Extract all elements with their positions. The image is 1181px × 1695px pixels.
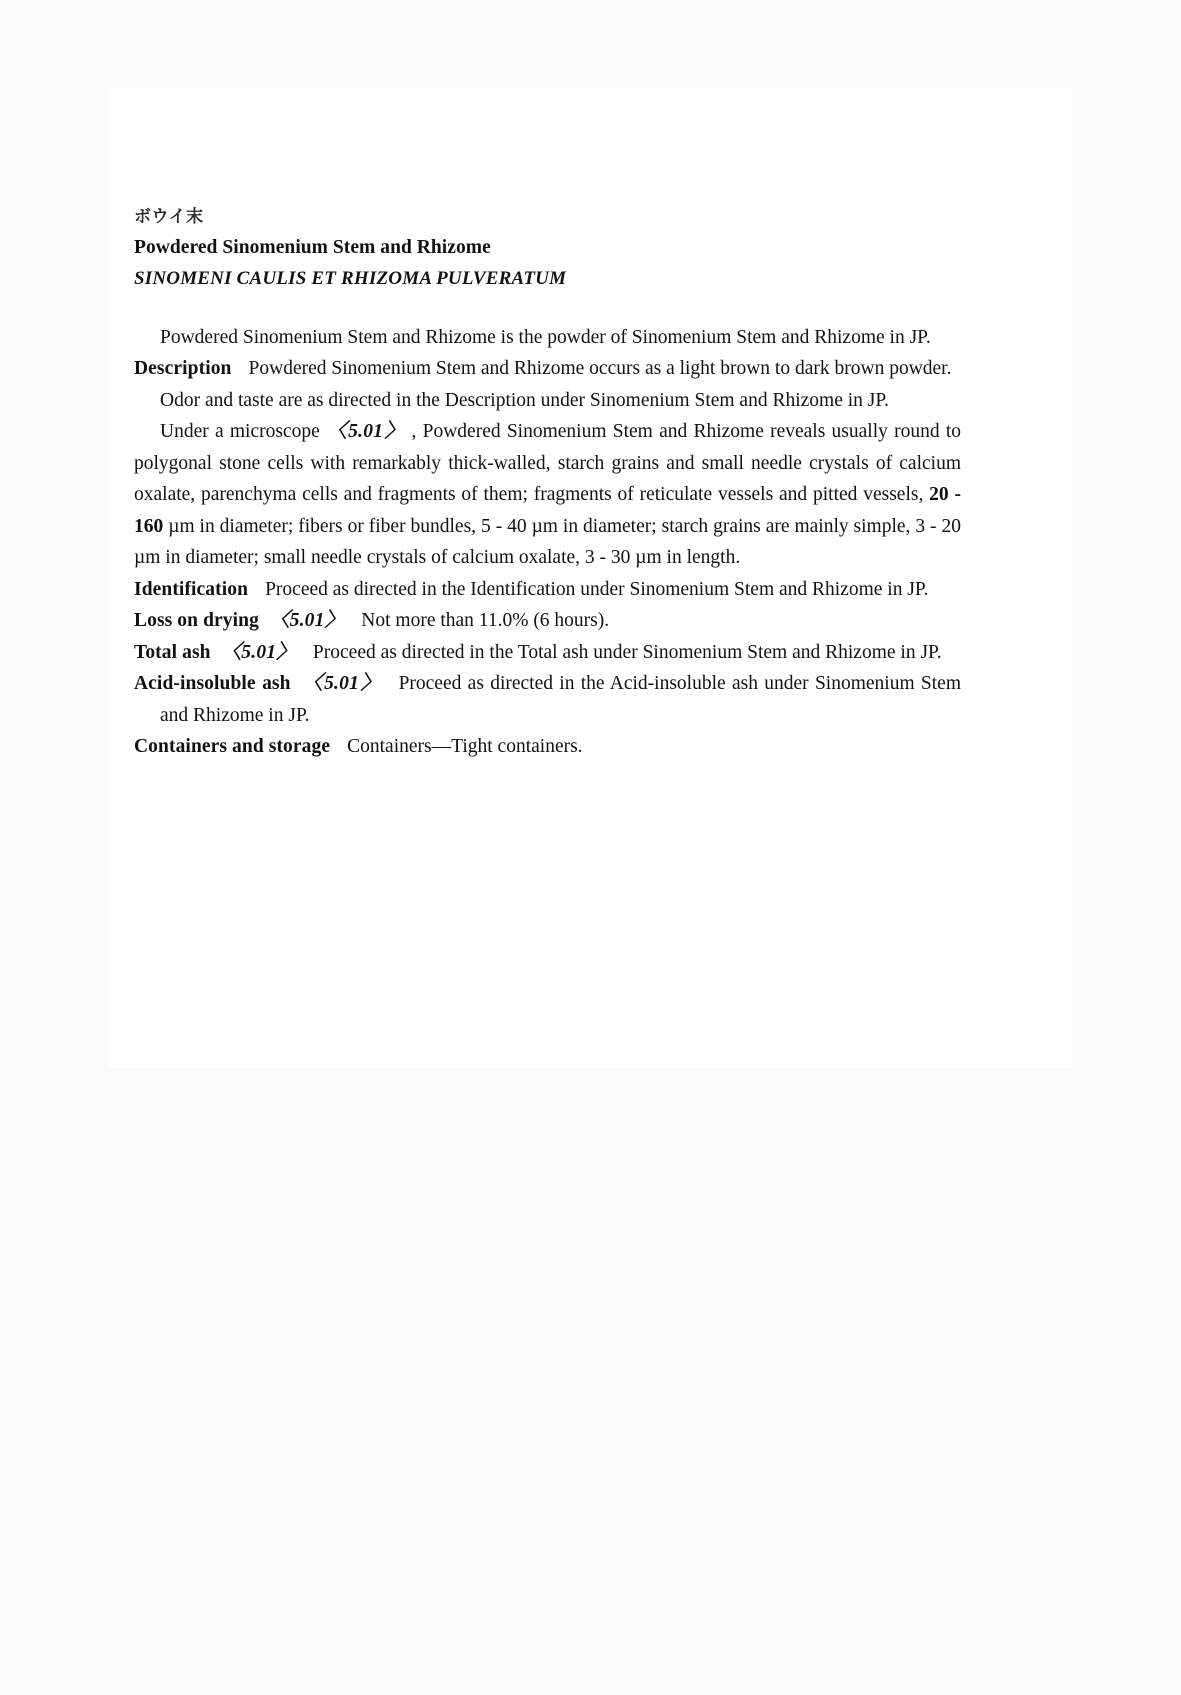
loss-on-drying-term: Loss on drying (134, 610, 259, 632)
description-term: Description (134, 358, 232, 380)
title-body-spacer (134, 292, 961, 322)
total-ash-body: Proceed as directed in the Total ash under Sinomenium Stem and Rhizome in JP. (312, 641, 942, 663)
containers-and-storage-term: Containers and storage (134, 736, 331, 758)
section-loss-on-drying (134, 605, 961, 637)
acid-insoluble-ash-reference: 〈5.01〉 (301, 673, 382, 695)
latin-title: SINOMENI CAULIS ET RHIZOMA PULVERATUM (134, 268, 567, 290)
total-ash-term: Total ash (134, 641, 211, 663)
english-title: Powdered Sinomenium Stem and Rhizome (134, 236, 491, 258)
total-ash-reference: 〈5.01〉 (221, 641, 296, 663)
japanese-title: ボウイ末 (134, 207, 204, 227)
loss-on-drying-body: Not more than 11.0% (6 hours). (361, 610, 610, 632)
section-acid-insoluble-ash (134, 668, 961, 731)
monograph-content (134, 206, 961, 763)
section-containers-and-storage (134, 731, 961, 763)
section-description (134, 353, 961, 385)
identification-term: Identification (134, 578, 249, 600)
identification-body: Proceed as directed in the Identification under Sinomenium Stem and Rhizome in JP. (265, 578, 929, 600)
acid-insoluble-ash-body: Proceed as directed in the Acid-insoluble ash under Sinomenium Stem and Rhizome in JP. (160, 673, 961, 726)
description-odor-paragraph: Odor and taste are as directed in the Description under Sinomenium Stem and Rhizome in JP. (160, 389, 889, 411)
description-body: Powdered Sinomenium Stem and Rhizome occurs as a light brown to dark brown powder. (248, 358, 952, 380)
loss-on-drying-reference: 〈5.01〉 (269, 610, 345, 632)
microscope-rest-a: , Powdered Sinomenium Stem and Rhizome reveals usually round to polygonal stone cells with remarkably thick-walled, starch grains and small needle crystals of calcium oxalate, parenchyma cells and fragments of them; fragments of reticulate vessels and pitted vessels, (134, 421, 961, 506)
section-total-ash (134, 637, 961, 669)
microscope-lead: Under a microscope (160, 421, 320, 443)
microscope-rest-b: µm in diameter; fibers or fiber bundles, 5 - 40 µm in diameter; starch grains are mainly simple, 3 - 20 µm in diameter; small needle crystals of calcium oxalate, 3 - 30 µm in length. (134, 515, 961, 569)
containers-and-storage-body: Containers—Tight containers. (347, 736, 583, 758)
microscope-reference: 〈5.01〉 (325, 421, 406, 443)
vessel-diameter-range: 20 - 160 (134, 484, 961, 537)
document-page (109, 88, 1072, 1068)
description-microscope-paragraph (134, 416, 961, 574)
section-identification (134, 574, 961, 606)
intro-paragraph: Powdered Sinomenium Stem and Rhizome is the powder of Sinomenium Stem and Rhizome in JP. (160, 326, 931, 348)
acid-insoluble-ash-term: Acid-insoluble ash (134, 673, 291, 695)
